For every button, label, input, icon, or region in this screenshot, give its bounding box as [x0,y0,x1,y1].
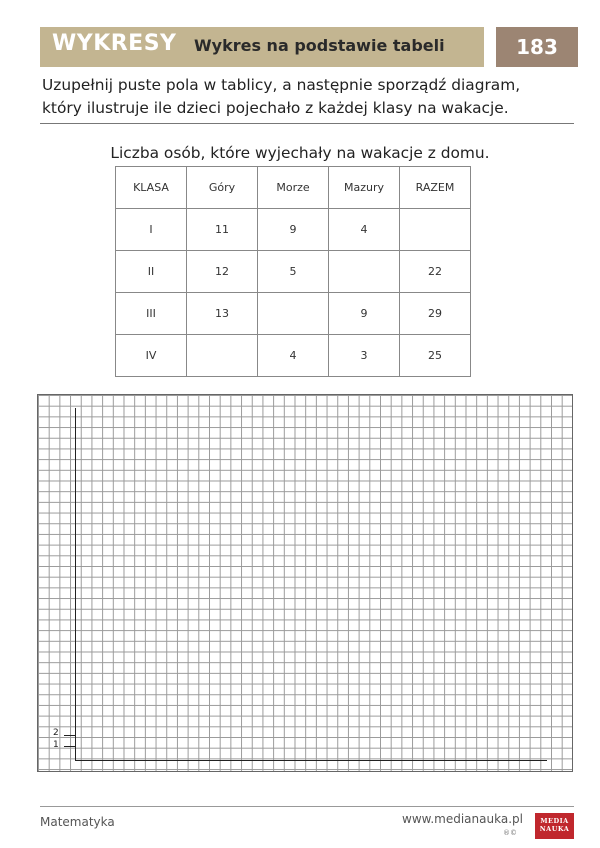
table-cell: 4 [329,209,400,251]
table-cell: 22 [400,251,471,293]
table-cell: 12 [187,251,258,293]
table-row [116,335,471,377]
table-cell: 3 [329,335,400,377]
table-row [116,293,471,335]
logo-text-line-1: MEDIA [540,817,569,825]
y-tick-2 [64,735,76,736]
table-row [116,251,471,293]
table-cell: 13 [187,293,258,335]
footer-website-link[interactable]: www.medianauka.pl [402,812,523,826]
table-cell: 9 [329,293,400,335]
page-number-badge: 183 [496,27,578,67]
header-cell-klasa: KLASA [116,167,187,209]
table-row [116,209,471,251]
footer-copyright: ®© [503,829,517,837]
header-cell-razem: RAZEM [400,167,471,209]
table-header-row [116,167,471,209]
y-tick-label-1: 1 [53,740,59,750]
medianauka-logo [535,813,574,839]
table-cell: I [116,209,187,251]
instruction-line-1: Uzupełnij puste pola w tablicy, a następnie sporządź diagram, [42,76,521,94]
worksheet-title: Wykres na podstawie tabeli [194,36,445,55]
logo-text-line-2: NAUKA [539,825,570,833]
table-cell: 5 [258,251,329,293]
section-title: WYKRESY [52,31,177,56]
header-cell-mazury: Mazury [329,167,400,209]
y-axis [75,408,76,761]
table-cell: 25 [400,335,471,377]
table-cell: IV [116,335,187,377]
y-tick-label-2: 2 [53,728,59,738]
task-instruction [42,74,582,120]
table-cell: II [116,251,187,293]
header-cell-morze: Morze [258,167,329,209]
instruction-line-2: który ilustruje ile dzieci pojechało z każdej klasy na wakacje. [42,99,509,117]
data-table [115,166,471,377]
y-tick-1 [64,746,76,747]
table-cell-blank[interactable] [329,251,400,293]
table-cell: III [116,293,187,335]
table-cell-blank[interactable] [187,335,258,377]
table-cell: 9 [258,209,329,251]
table-cell: 29 [400,293,471,335]
x-axis [75,760,547,761]
table-cell: 11 [187,209,258,251]
header-cell-gory: Góry [187,167,258,209]
footer-divider [40,806,574,807]
graph-paper[interactable] [37,394,573,772]
table-cell: 4 [258,335,329,377]
header-divider [40,123,574,124]
table-caption: Liczba osób, które wyjechały na wakacje z domu. [110,144,490,162]
table-cell-blank[interactable] [400,209,471,251]
header-bar [40,27,484,67]
table-cell-blank[interactable] [258,293,329,335]
footer-subject: Matematyka [40,815,115,829]
